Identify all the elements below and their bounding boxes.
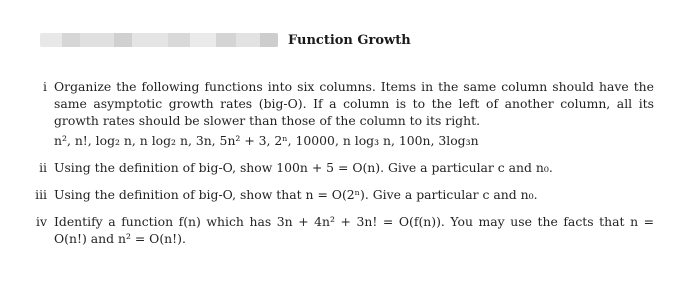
question-number: i	[43, 79, 47, 94]
question-list	[0, 78, 689, 257]
page-title: Function Growth	[288, 32, 411, 48]
redacted-course-label	[40, 33, 278, 47]
question-number: iv	[36, 214, 47, 229]
question-item-ii	[0, 159, 689, 176]
function-list: n², n!, log₂ n, n log₂ n, 3n, 5n² + 3, 2ⁿ, 10000, n log₃ n, 100n, 3log₃n	[54, 133, 479, 148]
header	[40, 30, 411, 50]
question-number: iii	[35, 187, 47, 202]
question-item-iii	[0, 186, 689, 203]
question-text: Using the definition of big-O, show 100n + 5 = O(n). Give a particular c and n₀.	[54, 160, 553, 175]
question-item-i	[0, 78, 689, 149]
question-text: Organize the following functions into six columns. Items in the same column should have the same asymptotic growth rates (big-O). If a column is to the left of another column, all its growth rates should be slower than those of the column to its right.	[54, 79, 654, 128]
question-item-iv	[0, 213, 689, 247]
question-text: Using the definition of big-O, show that n = O(2ⁿ). Give a particular c and n₀.	[54, 187, 538, 202]
question-body	[54, 78, 654, 149]
question-number: ii	[39, 160, 47, 175]
question-text: Identify a function f(n) which has 3n + 4n² + 3n! = O(f(n)). You may use the facts that n = O(n!) and n² = O(n!).	[54, 214, 654, 246]
